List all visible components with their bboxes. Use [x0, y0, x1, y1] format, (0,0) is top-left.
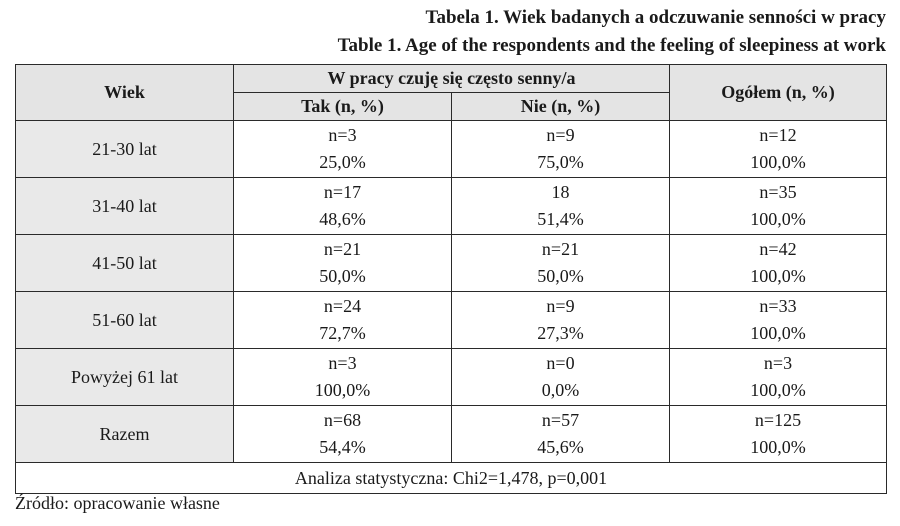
no-percent: 27,3% [537, 323, 584, 343]
yes-percent: 48,6% [319, 209, 366, 229]
table-caption [338, 4, 886, 60]
no-cell [452, 349, 670, 406]
analysis-row [16, 463, 887, 494]
total-count: n=35 [759, 182, 797, 202]
no-count: n=9 [546, 125, 575, 145]
yes-cell [234, 406, 452, 463]
table-row-total [16, 406, 887, 463]
yes-cell [234, 178, 452, 235]
age-cell: Powyżej 61 lat [16, 349, 234, 406]
table-row [16, 121, 887, 178]
yes-cell [234, 292, 452, 349]
yes-cell [234, 235, 452, 292]
title-english: Table 1. Age of the respondents and the feeling of sleepiness at work [337, 35, 886, 56]
total-count: n=33 [759, 296, 797, 316]
no-percent: 0,0% [541, 380, 580, 400]
header-no: Nie (n, %) [452, 93, 670, 121]
statistical-analysis: Analiza statystyczna: Chi2=1,478, p=0,001 [16, 463, 887, 494]
age-cell: Razem [16, 406, 234, 463]
age-cell: 21-30 lat [16, 121, 234, 178]
age-cell: 51-60 lat [16, 292, 234, 349]
yes-cell [234, 121, 452, 178]
yes-percent: 54,4% [319, 437, 366, 457]
no-cell [452, 406, 670, 463]
header-total: Ogółem (n, %) [670, 65, 887, 121]
table-row [16, 292, 887, 349]
yes-count: n=24 [323, 296, 362, 316]
yes-count: n=68 [323, 410, 362, 430]
yes-count: n=17 [323, 182, 362, 202]
header-group: W pracy czuję się często senny/a [234, 65, 670, 93]
table-row [16, 235, 887, 292]
yes-percent: 50,0% [319, 266, 366, 286]
yes-count: n=3 [328, 353, 357, 373]
total-cell [670, 292, 887, 349]
no-cell [452, 292, 670, 349]
no-percent: 50,0% [537, 266, 584, 286]
total-count: n=12 [759, 125, 797, 145]
yes-percent: 72,7% [319, 323, 366, 343]
no-count: 18 [551, 182, 570, 202]
source-note: Źródło: opracowanie własne [15, 493, 220, 513]
no-count: n=9 [546, 296, 575, 316]
table-row [16, 349, 887, 406]
total-cell [670, 406, 887, 463]
yes-count: n=21 [323, 239, 362, 259]
total-count: n=125 [754, 410, 802, 430]
total-percent: 100,0% [750, 209, 806, 229]
no-cell [452, 178, 670, 235]
total-cell [670, 121, 887, 178]
total-cell [670, 349, 887, 406]
total-percent: 100,0% [750, 266, 806, 286]
no-cell [452, 121, 670, 178]
header-yes: Tak (n, %) [234, 93, 452, 121]
no-cell [452, 235, 670, 292]
age-cell: 31-40 lat [16, 178, 234, 235]
no-percent: 45,6% [537, 437, 584, 457]
total-percent: 100,0% [750, 323, 806, 343]
header-age: Wiek [16, 65, 234, 121]
no-count: n=0 [546, 353, 575, 373]
age-cell: 41-50 lat [16, 235, 234, 292]
total-percent: 100,0% [750, 152, 806, 172]
total-cell [670, 235, 887, 292]
total-percent: 100,0% [750, 380, 806, 400]
table-row [16, 178, 887, 235]
total-count: n=42 [759, 239, 797, 259]
age-sleepiness-table [15, 64, 887, 494]
no-count: n=57 [541, 410, 580, 430]
no-percent: 51,4% [537, 209, 584, 229]
total-count: n=3 [763, 353, 793, 373]
total-cell [670, 178, 887, 235]
no-percent: 75,0% [537, 152, 584, 172]
total-percent: 100,0% [750, 437, 806, 457]
no-count: n=21 [541, 239, 580, 259]
header-row-1 [16, 65, 887, 93]
title-polish: Tabela 1. Wiek badanych a odczuwanie senności w pracy [425, 7, 886, 28]
yes-cell [234, 349, 452, 406]
yes-percent: 25,0% [319, 152, 366, 172]
yes-percent: 100,0% [314, 380, 371, 400]
yes-count: n=3 [328, 125, 357, 145]
